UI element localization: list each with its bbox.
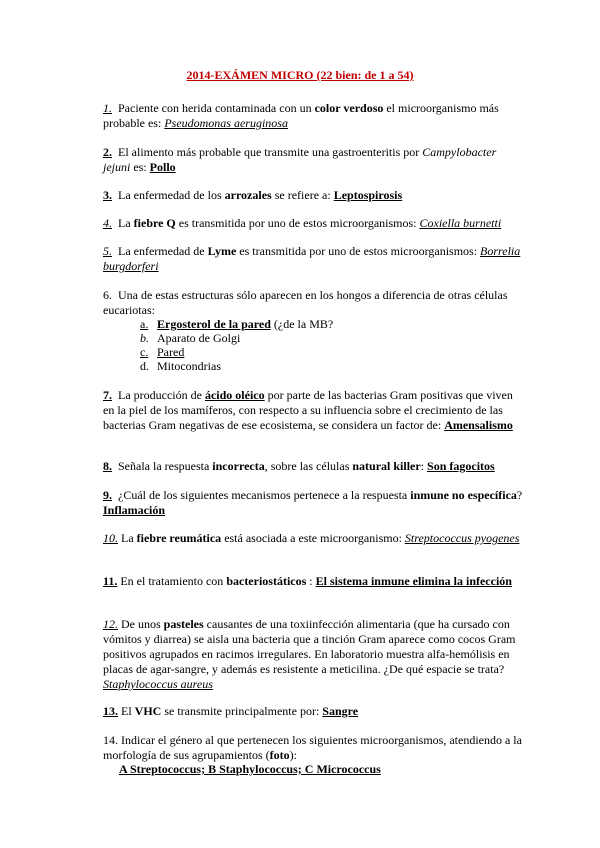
answer: A Streptococcus; B Staphylococcus; C Micrococcus (119, 762, 381, 776)
question-8: 8. Señala la respuesta incorrecta, sobre las células natural killer: Son fagocitos (103, 459, 495, 473)
question-number: 12. (103, 617, 118, 631)
question-6: 6. Una de estas estructuras sólo aparecen en los hongos a diferencia de otras células eucariotas: (103, 288, 508, 317)
question-number: 2. (103, 145, 112, 159)
question-4: 4. La fiebre Q es transmitida por uno de estos microorganismos: Coxiella burnetti (103, 216, 502, 230)
answer: Borrelia burgdorferi (103, 244, 521, 273)
question-9: 9. ¿Cuál de los siguientes mecanismos pertenece a la respuesta inmune no específica? Inflamación (103, 488, 523, 517)
answer: Inflamación (103, 503, 166, 517)
question-number: 11. (103, 574, 118, 588)
answer: Leptospirosis (333, 188, 403, 202)
question-number: 9. (103, 488, 112, 502)
question-number: 3. (103, 188, 112, 202)
question-number: 4. (103, 216, 112, 230)
question-13: 13. El VHC se transmite principalmente por: Sangre (103, 704, 359, 718)
question-number: 5. (103, 244, 112, 258)
question-number: 10. (103, 531, 118, 545)
question-number: 14. (103, 733, 118, 747)
answer: Pollo (149, 160, 176, 174)
question-number: 8. (103, 459, 112, 473)
question-14: 14. Indicar el género al que pertenecen los siguientes microorganismos, atendiendo a la morfología de sus agrupamientos (foto): (103, 733, 522, 762)
answer: Pseudomonas aeruginosa (164, 116, 288, 130)
answer: Son fagocitos (427, 459, 495, 473)
option-d: d. Mitocondrias (140, 359, 221, 373)
question-number: 13. (103, 704, 118, 718)
option-c: c. Pared (140, 345, 185, 359)
answer: Streptococcus pyogenes (404, 531, 520, 545)
question-2: 2. El alimento más probable que transmite una gastroenteritis por Campylobacter jejuni es: Pollo (103, 145, 497, 174)
answer: El sistema inmune elimina la infección (315, 574, 512, 588)
question-14-answer (119, 762, 539, 777)
answer: Amensalismo (444, 418, 513, 432)
option-b: b. Aparato de Golgi (140, 331, 241, 345)
question-3: 3. La enfermedad de los arrozales se refiere a: Leptospirosis (103, 188, 403, 202)
question-number: 6. (103, 288, 112, 302)
question-number: 7. (103, 388, 112, 402)
answer: Staphylococcus aureus (103, 677, 213, 691)
option-a: a. Ergosterol de la pared (¿de la MB? (140, 317, 334, 331)
question-11: 11. En el tratamiento con bacteriostáticos : El sistema inmune elimina la infección (103, 574, 512, 588)
question-5: 5. La enfermedad de Lyme es transmitida por uno de estos microorganismos: Borrelia burgdorferi (103, 244, 521, 273)
question-12: 12. De unos pasteles causantes de una toxiinfección alimentaria (que ha cursado con vómitos y diarrea) se aisla una bacteria que a tinción Gram aparece como cocos Gram positivos agrupados en racimos irregulares. En laboratorio muestra alfa-hemólisis en placas de agar-sangre, y además es resistente a meticilina. ¿De qué espacie se trata? Staphylococcus aureus (103, 617, 516, 691)
page-title: 2014-EXÁMEN MICRO (22 bien: de 1 a 54) (186, 68, 414, 82)
question-number: 1. (103, 101, 112, 115)
answer: Coxiella burnetti (419, 216, 502, 230)
question-1: 1. Paciente con herida contaminada con un color verdoso el microorganismo más probable es: Pseudomonas aeruginosa (103, 101, 499, 130)
answer: Sangre (322, 704, 359, 718)
question-7: 7. La producción de ácido oléico por parte de las bacterias Gram positivas que viven en la piel de los mamíferos, con respecto a su influencia sobre el crecimiento de las bacterias Gram negativas de ese ecosistema, se considera un factor de: Amensalismo (103, 388, 513, 432)
question-10: 10. La fiebre reumática está asociada a este microorganismo: Streptococcus pyogenes (103, 531, 520, 545)
